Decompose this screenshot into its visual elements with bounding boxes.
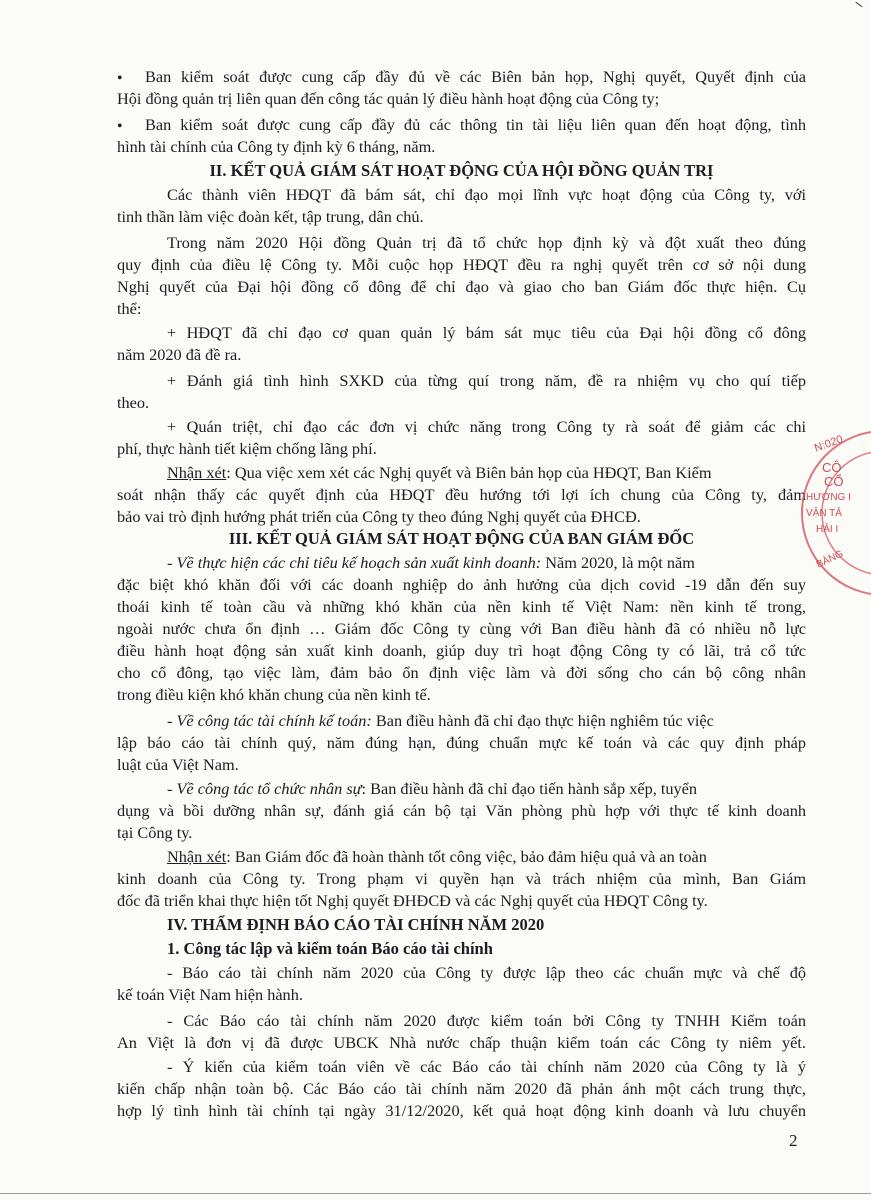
- s3-note-line-3: đốc đã triển khai thực hiện tốt Nghị quyết ĐHĐCĐ và các Nghị quyết của HĐQT Công ty.: [117, 891, 708, 910]
- s2-p1-line-2: tinh thần làm việc đoàn kết, tập trung, dân chủ.: [117, 207, 424, 226]
- company-seal: [796, 428, 871, 598]
- s3-p1-line-2: đặc biệt khó khăn đối với các doanh nghiệp do ảnh hưởng của dịch covid -19 dẫn đến suy: [117, 575, 806, 594]
- bottom-scan-edge: [0, 1193, 871, 1194]
- s3-p2-label: - Về công tác tài chính kế toán:: [167, 711, 372, 730]
- bullet-2-line-2: hình tài chính của Công ty định kỳ 6 tháng, năm.: [117, 137, 436, 156]
- seal-text-2: CÔ: [822, 460, 842, 475]
- s3-p1-line-5: điều hành hoạt động sản xuất kinh doanh, giúp duy trì hoạt động Công ty có lãi, trả cổ tức: [117, 641, 806, 660]
- bullet-1-line-1: Ban kiểm soát được cung cấp đầy đủ về các Biên bản họp, Nghị quyết, Quyết định của: [145, 67, 806, 86]
- seal-text-5: VẬN TẢ: [806, 508, 842, 519]
- s2-item-2-line-1: + Đánh giá tình hình SXKD của từng quí trong năm, đề ra nhiệm vụ cho quí tiếp: [167, 371, 806, 390]
- s2-p2-line-4: thể:: [117, 299, 142, 318]
- s2-note-label: Nhận xét: [167, 463, 227, 482]
- seal-text-7: BÀNG: [814, 548, 846, 571]
- s2-note-line-1: Nhận xét: Qua việc xem xét các Nghị quyết và Biên bản họp của HĐQT, Ban Kiểm: [167, 463, 712, 482]
- s4-p1-line-2: kế toán Việt Nam hiện hành.: [117, 985, 303, 1004]
- s3-p3-line-2: dụng và bồi dưỡng nhân sự, đánh giá cán bộ tại Văn phòng phù hợp với thực tế kinh doanh: [117, 801, 806, 820]
- s3-p2-line-1: - Về công tác tài chính kế toán: Ban điều hành đã chỉ đạo thực hiện nghiêm túc việc: [167, 711, 714, 730]
- bullet-2-line-1: Ban kiểm soát được cung cấp đầy đủ các thông tin tài liệu liên quan đến hoạt động, tình: [145, 115, 806, 134]
- page-number: 2: [789, 1131, 798, 1150]
- s3-p1-line-6: cho cổ đông, tạo việc làm, đảm bảo ổn định việc làm và đời sống cho cán bộ công nhân: [117, 663, 806, 682]
- s4-p2-line-1: - Các Báo cáo tài chính năm 2020 được kiểm toán bởi Công ty TNHH Kiểm toán: [167, 1011, 806, 1030]
- s2-note-line-3: bảo vai trò định hướng phát triển của Công ty theo đúng Nghị quyết của ĐHCĐ.: [117, 507, 641, 526]
- section-2-heading: II. KẾT QUẢ GIÁM SÁT HOẠT ĐỘNG CỦA HỘI ĐỒNG QUẢN TRỊ: [209, 161, 714, 180]
- s2-item-3-line-2: phí, thực hành tiết kiệm chống lãng phí.: [117, 439, 377, 458]
- s2-item-2-line-2: theo.: [117, 393, 150, 412]
- seal-text-6: HẢI I: [816, 524, 839, 535]
- s2-item-1-line-2: năm 2020 đã đề ra.: [117, 345, 242, 364]
- s2-p2-line-2: quy định của điều lệ Công ty. Mỗi cuộc họp HĐQT đều ra nghị quyết trên cơ sở nội dung: [117, 255, 806, 274]
- s3-p2-line-3: luật của Việt Nam.: [117, 755, 239, 774]
- s4-p3-line-3: hợp lý tình hình tài chính tại ngày 31/12/2020, kết quả hoạt động kinh doanh và lưu chuyển: [117, 1101, 806, 1120]
- seal-text-1: N:020: [812, 433, 845, 455]
- s2-p1-line-1: Các thành viên HĐQT đã bám sát, chỉ đạo mọi lĩnh vực hoạt động của Công ty, với: [167, 185, 806, 204]
- corner-mark: [855, 2, 862, 7]
- s3-note-label: Nhận xét: [167, 847, 227, 866]
- s4-p1-line-1: - Báo cáo tài chính năm 2020 của Công ty được lập theo các chuẩn mực và chế độ: [167, 963, 806, 982]
- s3-p2-line-2: lập báo cáo tài chính quý, năm đúng hạn, đúng chuẩn mực kế toán và các quy định pháp: [117, 733, 806, 752]
- s2-item-3-line-1: + Quán triệt, chỉ đạo các đơn vị chức năng trong Công ty rà soát để giảm các chi: [167, 417, 806, 436]
- s3-note-line-1: Nhận xét: Ban Giám đốc đã hoàn thành tốt công việc, bảo đảm hiệu quả và an toàn: [167, 847, 707, 866]
- s4-p2-line-2: An Việt là đơn vị đã được UBCK Nhà nước chấp thuận kiểm toán các Công ty niêm yết.: [117, 1033, 806, 1052]
- s3-p3-label: - Về công tác tổ chức nhân sự: [167, 779, 362, 798]
- section-4-sub-1: 1. Công tác lập và kiểm toán Báo cáo tài chính: [167, 939, 493, 958]
- s3-p3-line-1: - Về công tác tổ chức nhân sự: Ban điều hành đã chỉ đạo tiến hành sắp xếp, tuyển: [167, 779, 698, 798]
- s3-p1-line-3: thoái kinh tế toàn cầu và những khó khăn của nền kinh tế Việt Nam: nền kinh tế trong,: [117, 597, 806, 616]
- s4-p3-line-1: - Ý kiến của kiểm toán viên về các Báo cáo tài chính năm 2020 của Công ty là ý: [167, 1057, 806, 1076]
- section-4-heading: IV. THẨM ĐỊNH BÁO CÁO TÀI CHÍNH NĂM 2020: [167, 915, 545, 934]
- s3-p3-line-3: tại Công ty.: [117, 823, 193, 842]
- section-3-heading: III. KẾT QUẢ GIÁM SÁT HOẠT ĐỘNG CỦA BAN GIÁM ĐỐC: [228, 529, 695, 548]
- s3-p1-line-1: - Về thực hiện các chỉ tiêu kế hoạch sản xuất kinh doanh: Năm 2020, là một năm: [167, 553, 695, 572]
- s2-item-1-line-1: + HĐQT đã chỉ đạo cơ quan quản lý bám sát mục tiêu của Đại hội đồng cổ đông: [167, 323, 806, 342]
- s3-p1-label: - Về thực hiện các chỉ tiêu kế hoạch sản xuất kinh doanh:: [167, 553, 542, 572]
- s2-p2-line-1: Trong năm 2020 Hội đồng Quản trị đã tổ chức họp định kỳ và đột xuất theo đúng: [167, 233, 806, 252]
- s4-p3-line-2: kiến chấp nhận toàn bộ. Các Báo cáo tài chính năm 2020 đã phản ánh một cách trung thực,: [117, 1079, 806, 1098]
- s2-note-line-2: soát nhận thấy các quyết định của HĐQT đều hướng tới lợi ích chung của Công ty, đảm: [117, 485, 806, 504]
- bullet-dot: •: [117, 70, 123, 87]
- bullet-dot: •: [117, 118, 123, 135]
- s3-p1-line-7: trong điều kiện khó khăn chung của nền kinh tế.: [117, 685, 431, 704]
- s3-note-line-2: kinh doanh của Công ty. Trong phạm vi quyền hạn và trách nhiệm của mình, Ban Giám: [117, 869, 806, 888]
- s2-p2-line-3: Nghị quyết của Đại hội đồng cổ đông để chỉ đạo và giao cho ban Giám đốc thực hiện. Cụ: [117, 277, 806, 296]
- bullet-1-line-2: Hội đồng quản trị liên quan đến công tác quản lý điều hành hoạt động của Công ty;: [117, 89, 660, 108]
- seal-text-3: CỔ: [824, 474, 844, 489]
- seal-text-4: HƯƠNG I: [806, 492, 851, 503]
- s3-p1-line-4: ngoài nước chưa ổn định … Giám đốc Công ty cùng với Ban điều hành đã có nhiều nỗ lực: [117, 619, 806, 638]
